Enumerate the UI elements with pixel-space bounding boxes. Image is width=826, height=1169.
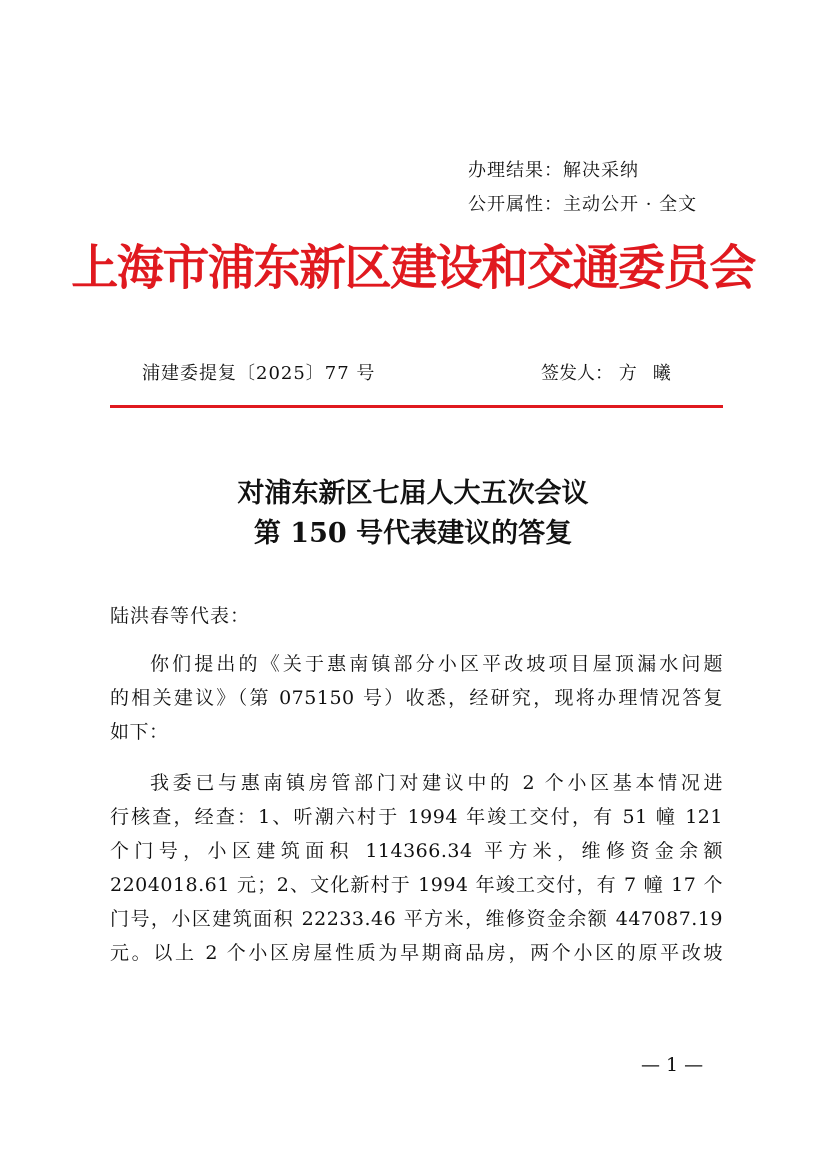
paragraph-2	[110, 766, 723, 970]
red-divider-line	[110, 405, 723, 408]
document-number: 浦建委提复〔2025〕77 号	[142, 363, 376, 384]
paragraph-line: 你们提出的《关于惠南镇部分小区平改坡项目屋顶漏水问题	[150, 653, 723, 675]
document-title-line-1: 对浦东新区七届人大五次会议	[237, 478, 589, 509]
disclosure-attribute: 公开属性：主动公开 · 全文	[468, 194, 698, 215]
page-number: — 1 —	[641, 1054, 704, 1076]
paragraph-line: 如下：	[110, 721, 169, 743]
paragraph-line: 门号，小区建筑面积 22233.46 平方米，维修资金余额 447087.19	[110, 908, 723, 930]
handling-result: 办理结果：解决采纳	[468, 160, 639, 181]
paragraph-line: 行核查，经查：1、听潮六村于 1994 年竣工交付，有 51 幢 121	[110, 806, 723, 828]
signer-name-part-1: 方	[618, 363, 637, 384]
paragraph-line: 元。以上 2 个小区房屋性质为早期商品房，两个小区的原平改坡	[110, 942, 723, 964]
paragraph-line: 个门号，小区建筑面积 114366.34 平方米，维修资金余额	[110, 840, 723, 862]
signer-label: 签发人：	[541, 363, 613, 384]
paragraph-line: 我委已与惠南镇房管部门对建议中的 2 个小区基本情况进	[150, 772, 723, 794]
signer	[541, 359, 671, 385]
salutation: 陆洪春等代表：	[110, 605, 251, 627]
issuing-organization-letterhead: 上海市浦东新区建设和交通委员会	[71, 240, 755, 296]
paragraph-1	[110, 647, 723, 749]
paragraph-line: 2204018.61 元；2、文化新村于 1994 年竣工交付，有 7 幢 17 个	[110, 874, 723, 896]
document-title-line-2: 第 150 号代表建议的答复	[253, 518, 573, 549]
paragraph-line: 的相关建议》（第 075150 号）收悉，经研究，现将办理情况答复	[110, 687, 723, 709]
signer-name-part-2: 曦	[652, 363, 671, 384]
